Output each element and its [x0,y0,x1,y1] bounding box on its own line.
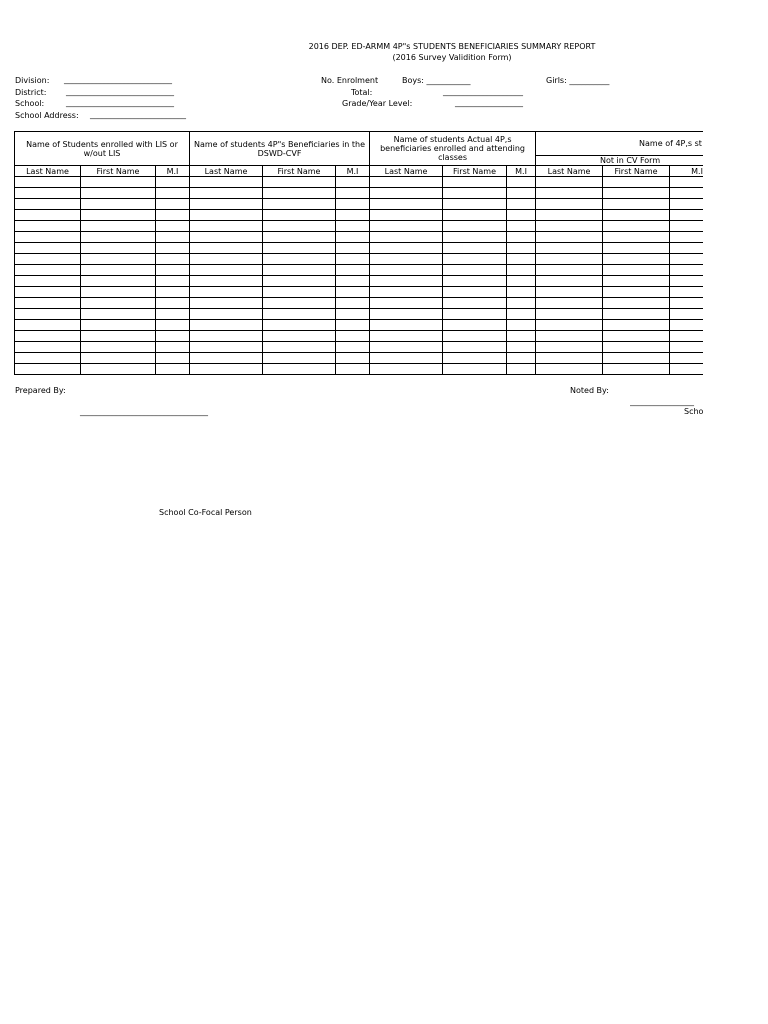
table-row [15,353,704,364]
table-cell[interactable] [15,375,81,376]
table-row [15,342,704,353]
table-cell[interactable] [156,210,190,221]
table-cell[interactable] [603,331,670,342]
table-cell[interactable] [443,188,507,199]
table-cell[interactable] [81,364,156,375]
table-row [15,276,704,287]
table-cell[interactable] [15,298,81,309]
table-cell[interactable] [536,177,603,188]
table-cell[interactable] [156,188,190,199]
noted-by-area [630,397,703,419]
table-cell[interactable] [15,177,81,188]
column-header-first: First Name [81,166,156,177]
table-cell[interactable] [536,188,603,199]
beneficiaries-table [14,131,703,375]
table-cell[interactable] [15,309,81,320]
table-cell[interactable] [670,199,703,210]
column-header-mi: M.I [670,166,703,177]
table-cell[interactable] [670,331,703,342]
table-cell[interactable] [81,276,156,287]
table-cell[interactable] [156,309,190,320]
table-cell[interactable] [536,210,603,221]
table-cell[interactable] [536,331,603,342]
table-cell[interactable] [81,177,156,188]
table-cell[interactable] [370,210,443,221]
subgroup-not-in-cv-form: Not in CV Form [536,156,703,166]
table-cell[interactable] [190,276,263,287]
column-header-last: Last Name [370,166,443,177]
noted-by-label: Noted By: [570,386,609,395]
table-cell[interactable] [370,298,443,309]
table-cell[interactable] [190,320,263,331]
table-cell[interactable] [443,254,507,265]
table-cell[interactable] [670,232,703,243]
table-cell[interactable] [370,320,443,331]
district-line[interactable]: ___________________________ [66,87,174,96]
table-cell[interactable] [443,298,507,309]
table-row [15,232,704,243]
table-cell[interactable] [670,287,703,298]
table-cell[interactable] [370,221,443,232]
table-cell[interactable] [370,232,443,243]
table-cell[interactable] [81,309,156,320]
table-cell[interactable] [336,254,370,265]
table-cell[interactable] [536,276,603,287]
column-header-last: Last Name [190,166,263,177]
table-row [15,243,704,254]
table-cell[interactable] [370,287,443,298]
table-cell[interactable] [670,243,703,254]
table-cell[interactable] [603,320,670,331]
table-cell[interactable] [81,342,156,353]
table-cell[interactable] [443,320,507,331]
table-row [15,331,704,342]
boys-field[interactable]: Boys: ___________ [402,76,471,85]
school-line[interactable]: ___________________________ [66,98,174,107]
table-cell[interactable] [15,210,81,221]
table-cell[interactable] [370,276,443,287]
school-co-focal-person: School Co-Focal Person [159,508,252,517]
table-cell[interactable] [190,375,263,376]
district-label: District: [15,88,47,97]
table-cell[interactable] [190,221,263,232]
table-cell[interactable] [263,309,336,320]
table-cell[interactable] [536,265,603,276]
girls-field[interactable]: Girls: __________ [546,76,610,85]
table-cell[interactable] [507,232,536,243]
table-cell[interactable] [81,287,156,298]
table-cell[interactable] [603,221,670,232]
table-cell[interactable] [443,276,507,287]
table-cell[interactable] [670,309,703,320]
table-cell[interactable] [603,276,670,287]
table-cell[interactable] [336,188,370,199]
table-row [15,265,704,276]
table-cell[interactable] [336,298,370,309]
table-cell[interactable] [81,199,156,210]
table-cell[interactable] [443,265,507,276]
table-cell[interactable] [156,232,190,243]
school-label: School: [15,99,45,108]
table-cell[interactable] [15,353,81,364]
report-subtitle: (2016 Survey Validition Form) [392,53,512,62]
table-row [15,188,704,199]
table-cell[interactable] [263,320,336,331]
table-cell[interactable] [370,364,443,375]
table-cell[interactable] [603,298,670,309]
table-cell[interactable] [370,375,443,376]
table-cell[interactable] [156,221,190,232]
table-cell[interactable] [81,353,156,364]
table-cell[interactable] [336,243,370,254]
table-cell[interactable] [15,199,81,210]
table-row [15,221,704,232]
table-cell[interactable] [370,254,443,265]
table-row [15,320,704,331]
column-header-first: First Name [603,166,670,177]
table-cell[interactable] [536,254,603,265]
table-cell[interactable] [670,375,703,376]
table-cell[interactable] [443,232,507,243]
table-cell[interactable] [15,221,81,232]
table-cell[interactable] [190,298,263,309]
group-header-lis: Name of Students enrolled with LIS or w/out LIS [15,132,190,166]
table-cell[interactable] [81,320,156,331]
table-cell[interactable] [156,177,190,188]
table-cell[interactable] [336,375,370,376]
noted-by-line[interactable]: ________________ [630,397,694,406]
table-cell[interactable] [443,177,507,188]
table-cell[interactable] [336,199,370,210]
grade-level-label: Grade/Year Level: [342,99,413,108]
table-cell[interactable] [443,364,507,375]
table-cell[interactable] [670,342,703,353]
table-cell[interactable] [190,243,263,254]
beneficiaries-table-area [14,131,703,375]
table-cell[interactable] [15,276,81,287]
table-cell[interactable] [263,199,336,210]
table-cell[interactable] [15,232,81,243]
table-cell[interactable] [336,353,370,364]
column-header-mi: M.I [156,166,190,177]
table-cell[interactable] [603,309,670,320]
table-cell[interactable] [336,210,370,221]
table-cell[interactable] [81,254,156,265]
table-row [15,309,704,320]
table-cell[interactable] [507,199,536,210]
table-cell[interactable] [15,287,81,298]
table-cell[interactable] [507,287,536,298]
table-cell[interactable] [336,265,370,276]
table-cell[interactable] [156,243,190,254]
table-cell[interactable] [336,331,370,342]
table-cell[interactable] [370,342,443,353]
table-cell[interactable] [507,298,536,309]
table-cell[interactable] [536,375,603,376]
group-header-not-in-cv: Name of 4P,s st [536,132,703,156]
table-cell[interactable] [336,342,370,353]
table-cell[interactable] [603,254,670,265]
table-cell[interactable] [670,298,703,309]
table-cell[interactable] [370,331,443,342]
table-cell[interactable] [603,364,670,375]
table-cell[interactable] [507,188,536,199]
table-cell[interactable] [156,254,190,265]
table-cell[interactable] [263,210,336,221]
table-cell[interactable] [81,298,156,309]
table-cell[interactable] [670,265,703,276]
table-cell[interactable] [670,364,703,375]
table-cell[interactable] [81,232,156,243]
table-row [15,254,704,265]
table-row [15,298,704,309]
table-row [15,364,704,375]
table-cell[interactable] [670,353,703,364]
table-cell[interactable] [263,298,336,309]
table-cell[interactable] [263,254,336,265]
table-cell[interactable] [190,177,263,188]
prepared-by-line[interactable]: ________________________________ [80,407,208,416]
table-cell[interactable] [443,287,507,298]
table-cell[interactable] [190,265,263,276]
table-cell[interactable] [443,243,507,254]
table-row [15,210,704,221]
table-cell[interactable] [603,210,670,221]
table-cell[interactable] [336,287,370,298]
table-cell[interactable] [263,364,336,375]
table-cell[interactable] [603,287,670,298]
table-cell[interactable] [536,364,603,375]
table-cell[interactable] [507,254,536,265]
group-header-actual: Name of students Actual 4P,s beneficiaries enrolled and attending classes [370,132,536,166]
table-cell[interactable] [81,243,156,254]
table-cell[interactable] [370,188,443,199]
table-cell[interactable] [156,276,190,287]
table-cell[interactable] [670,276,703,287]
table-cell[interactable] [443,221,507,232]
table-cell[interactable] [443,210,507,221]
table-cell[interactable] [370,353,443,364]
table-cell[interactable] [190,188,263,199]
table-cell[interactable] [263,276,336,287]
table-cell[interactable] [81,188,156,199]
table-cell[interactable] [507,375,536,376]
table-cell[interactable] [156,375,190,376]
enrolment-label: No. Enrolment [321,76,379,85]
table-cell[interactable] [81,331,156,342]
table-cell[interactable] [536,221,603,232]
table-cell[interactable] [336,177,370,188]
table-cell[interactable] [536,309,603,320]
table-cell[interactable] [507,177,536,188]
table-cell[interactable] [370,309,443,320]
grade-level-line[interactable]: _________________ [455,98,523,107]
table-cell[interactable] [156,320,190,331]
table-cell[interactable] [81,210,156,221]
table-cell[interactable] [370,199,443,210]
table-cell[interactable] [443,331,507,342]
table-cell[interactable] [507,342,536,353]
table-cell[interactable] [190,210,263,221]
table-cell[interactable] [536,199,603,210]
table-cell[interactable] [603,199,670,210]
table-cell[interactable] [603,342,670,353]
table-cell[interactable] [507,331,536,342]
table-cell[interactable] [15,342,81,353]
column-header-last: Last Name [15,166,81,177]
table-cell[interactable] [443,309,507,320]
table-cell[interactable] [603,353,670,364]
table-cell[interactable] [536,353,603,364]
table-cell[interactable] [670,188,703,199]
table-cell[interactable] [443,375,507,376]
table-cell[interactable] [370,265,443,276]
table-cell[interactable] [536,320,603,331]
table-cell[interactable] [670,254,703,265]
table-cell[interactable] [263,342,336,353]
table-cell[interactable] [81,375,156,376]
table-cell[interactable] [536,287,603,298]
table-cell[interactable] [370,177,443,188]
table-cell[interactable] [603,243,670,254]
table-row [15,287,704,298]
table-cell[interactable] [263,265,336,276]
table-cell[interactable] [156,199,190,210]
table-cell[interactable] [443,353,507,364]
table-cell[interactable] [670,210,703,221]
table-cell[interactable] [336,320,370,331]
table-cell[interactable] [190,199,263,210]
table-cell[interactable] [190,254,263,265]
table-cell[interactable] [507,353,536,364]
table-cell[interactable] [263,221,336,232]
table-cell[interactable] [156,342,190,353]
column-header-first: First Name [263,166,336,177]
table-cell[interactable] [603,375,670,376]
table-cell[interactable] [81,221,156,232]
prepared-by-label: Prepared By: [15,386,66,395]
table-cell[interactable] [536,298,603,309]
table-cell[interactable] [263,243,336,254]
table-cell[interactable] [370,243,443,254]
table-cell[interactable] [536,342,603,353]
table-cell[interactable] [263,232,336,243]
table-cell[interactable] [507,243,536,254]
table-cell[interactable] [15,254,81,265]
table-cell[interactable] [336,221,370,232]
table-cell[interactable] [15,243,81,254]
table-cell[interactable] [190,287,263,298]
table-cell[interactable] [336,276,370,287]
table-cell[interactable] [603,177,670,188]
table-cell[interactable] [81,265,156,276]
table-cell[interactable] [263,331,336,342]
table-cell[interactable] [15,265,81,276]
table-cell[interactable] [536,243,603,254]
table-cell[interactable] [156,287,190,298]
table-cell[interactable] [670,177,703,188]
table-cell[interactable] [15,364,81,375]
table-cell[interactable] [603,188,670,199]
group-header-dswd: Name of students 4P"s Beneficiaries in the DSWD-CVF [190,132,370,166]
table-cell[interactable] [336,309,370,320]
table-row [15,375,704,376]
table-cell[interactable] [507,309,536,320]
table-cell[interactable] [670,320,703,331]
table-cell[interactable] [15,331,81,342]
table-cell[interactable] [156,265,190,276]
table-cell[interactable] [190,331,263,342]
table-cell[interactable] [507,221,536,232]
table-cell[interactable] [507,364,536,375]
table-cell[interactable] [190,353,263,364]
table-cell[interactable] [190,364,263,375]
table-cell[interactable] [507,265,536,276]
table-cell[interactable] [190,342,263,353]
school-address-line[interactable]: ________________________ [90,110,186,119]
table-cell[interactable] [336,232,370,243]
table-row [15,177,704,188]
table-cell[interactable] [443,342,507,353]
table-cell[interactable] [507,210,536,221]
report-title: 2016 DEP. ED-ARMM 4P"s STUDENTS BENEFICIARIES SUMMARY REPORT [308,42,596,51]
table-cell[interactable] [190,309,263,320]
noted-by-title: Scho [684,407,703,416]
division-label: Division: [15,76,50,85]
school-address-label: School Address: [15,111,79,120]
table-cell[interactable] [443,199,507,210]
table-cell[interactable] [263,287,336,298]
table-cell[interactable] [507,320,536,331]
table-cell[interactable] [336,364,370,375]
table-cell[interactable] [536,232,603,243]
table-cell[interactable] [263,353,336,364]
table-cell[interactable] [15,320,81,331]
total-label: Total: [351,88,373,97]
table-cell[interactable] [156,331,190,342]
table-cell[interactable] [156,298,190,309]
table-cell[interactable] [190,232,263,243]
table-cell[interactable] [263,188,336,199]
column-header-last: Last Name [536,166,603,177]
table-cell[interactable] [603,232,670,243]
table-cell[interactable] [15,188,81,199]
total-line[interactable]: ____________________ [443,87,523,96]
table-cell[interactable] [670,221,703,232]
column-header-mi: M.I [336,166,370,177]
table-row [15,199,704,210]
table-cell[interactable] [156,364,190,375]
division-line[interactable]: ___________________________ [64,75,172,84]
table-cell[interactable] [603,265,670,276]
table-cell[interactable] [263,177,336,188]
column-header-mi: M.I [507,166,536,177]
column-header-first: First Name [443,166,507,177]
table-cell[interactable] [263,375,336,376]
table-cell[interactable] [156,353,190,364]
table-cell[interactable] [507,276,536,287]
